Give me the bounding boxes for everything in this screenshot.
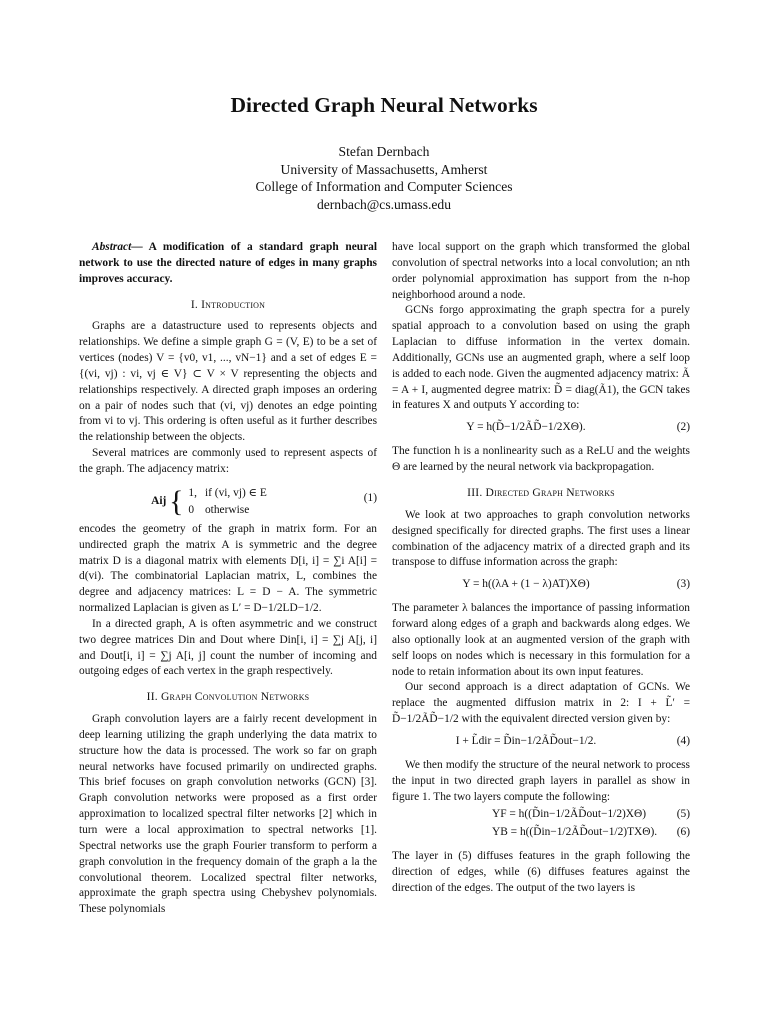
eq1-brace: { — [169, 484, 184, 518]
affiliation-college: College of Information and Computer Sciences — [255, 179, 513, 194]
eq1-lhs: Aij — [151, 494, 167, 507]
directed-paragraph-1: We look at two approaches to graph convolution networks designed specifically for directed graphs. The first uses a linear combination of the adjacency matrix of a directed graph and its transpose to diffuse information across the graph: — [392, 508, 690, 569]
equations-5-6 — [392, 807, 690, 847]
gcn-paragraph-3: GCNs forgo approximating the graph spectra for a purely spatial approach to a convolution based on using the graph Laplacian to diffuse information in the vertex domain. Additionally, GCNs use an augmented graph, where a self loop is added to each node. Given the augmented adjacency matrix: Ã = A + I, augmented degree matrix: D̃ = diag(Ã1), the GCN takes in features X and outputs Y according to: — [392, 304, 690, 412]
intro-paragraph-3: encodes the geometry of the graph in matrix form. For an undirected graph the matrix A is symmetric and the degree matrix D is a diagonal matrix with elements D[i, i] = ∑i A[i] = d(vi). The combinatorial Laplacian matrix, L, combines the degree and adjacency matrices: L = D − A. The symmetric normalized Laplacian is given as L′ = D−1/2LD−1/2. — [79, 522, 377, 615]
paper-title: Directed Graph Neural Networks — [230, 93, 538, 117]
author-block — [0, 143, 768, 213]
gcn-paragraph-4: The function h is a nonlinearity such as a ReLU and the weights Θ are learned by the neural network via backpropagation. — [392, 445, 690, 474]
section-heading-introduction: I. Introduction — [190, 297, 266, 311]
eq2-number: (2) — [676, 421, 690, 434]
section-heading-gcn: II. Graph Convolution Networks — [146, 690, 310, 704]
eq1-case-1: 1, — [188, 486, 197, 499]
eq4-number: (4) — [676, 734, 690, 747]
directed-paragraph-2: The parameter λ balances the importance of passing information forward along edges of a graph and backwards along edges. We also optionally look at an augmented version of the graph with self loops on nodes which is necessary in this formulation for a node to retain information about its own input features. — [392, 602, 690, 678]
gcn-paragraph-1: Graph convolution layers are a fairly recent development in deep learning utilizing the graph underlying the data matrix to structure how the data is processed. The work so far on graph neural networks have focused primarily on undirected graphs. This brief focuses on graph convolution networks (GCN) [3]. Graph convolution networks were proposed as a first order approximation to localized spectral filter networks [2] which in turn were a local approximation to spectral networks [1]. Spectral networks use the graph Fourier transform to perform a graph convolution in the frequency domain of the graph a la the convolutional theorem. Localized spectral filter networks, approximate the graph spectra using Chebyshev polynomials. These polynomials — [79, 713, 377, 916]
eq1-condition-1: if (vi, vj) ∈ E — [204, 486, 267, 499]
equation-2 — [392, 416, 690, 442]
directed-paragraph-5: The layer in (5) diffuses features in the graph following the direction of edges, while (6) diffuses features against the direction of the edges. The output of the two layers is — [392, 850, 690, 895]
equation-4 — [392, 730, 690, 756]
eq5-number: (5) — [676, 808, 690, 821]
directed-paragraph-3: Our second approach is a direct adaptation of GCNs. We replace the augmented diffusion matrix in 2: I + L̃′ = D̃−1/2ÃD̃−1/2 with the equivalent directed version given by: — [392, 681, 690, 726]
eq6-body: YB = h((D̃in−1/2ÃD̃out−1/2)TXΘ). — [492, 826, 658, 839]
eq6-number: (6) — [676, 826, 690, 839]
intro-paragraph-2: Several matrices are commonly used to represent aspects of the graph. The adjacency matrix: — [79, 447, 377, 475]
eq3-number: (3) — [676, 578, 690, 591]
intro-paragraph-4: In a directed graph, A is often asymmetric and we construct two degree matrices Din and Dout where Din[i, i] = ∑j A[j, i] and Dout[i, i] = ∑j A[i, j] count the number of incoming and outgoing edges of each vertex in the graph respectively. — [79, 617, 377, 678]
author-name: Stefan Dernbach — [338, 144, 430, 159]
eq1-case-2: 0 — [188, 503, 195, 516]
author-email: dernbach@cs.umass.edu — [316, 196, 452, 212]
affiliation-university: University of Massachusetts, Amherst — [280, 161, 488, 177]
right-column — [392, 240, 690, 897]
directed-paragraph-4: We then modify the structure of the neural network to process the input in two directed graph layers in parallel as show in figure 1. The two layers compute the following: — [392, 758, 690, 803]
eq5-body: YF = h((D̃in−1/2ÃD̃out−1/2)XΘ) — [492, 808, 647, 821]
section-heading-directed: III. Directed Graph Networks — [467, 485, 615, 499]
eq2-body: Y = h(D̃−1/2ÃD̃−1/2XΘ). — [466, 421, 586, 434]
abstract-text: — A modification of a standard graph neural network to use the directed nature of edges in many graphs improves accuracy. — [79, 241, 377, 285]
intro-paragraph-1: Graphs are a datastructure used to represents objects and relationships. We define a simple graph G = (V, E) to be a set of vertices (nodes) V = {v0, v1, ..., vN−1} and a set of edges E = {(vi, vj) : vi, vj ∈ V} ⊂ V × V representing the objects and relationships respectively. A directed graph imposes an ordering on a pair of nodes such that (vi, vj) denotes an edge pointing from vi to vj. This ordering is often useful as it further describes the relationship between the objects. — [79, 320, 377, 444]
eq3-body: Y = h((λA + (1 − λ)AT)XΘ) — [462, 578, 590, 591]
gcn-paragraph-2: have local support on the graph which transformed the global convolution of spectral networks into a local convolution; an nth order polynomial approximation has support from the n-hop neighborhood around a node. — [392, 241, 690, 301]
eq4-body: I + L̃dir = D̃in−1/2ÃD̃out−1/2. — [455, 734, 597, 747]
equation-1 — [79, 480, 377, 520]
eq1-condition-2: otherwise — [204, 503, 250, 516]
equation-3 — [392, 573, 690, 599]
abstract-label: Abstract — [92, 241, 132, 253]
eq1-cases — [186, 484, 274, 520]
left-column — [79, 240, 377, 918]
abstract — [79, 240, 377, 288]
eq1-number: (1) — [363, 491, 377, 504]
